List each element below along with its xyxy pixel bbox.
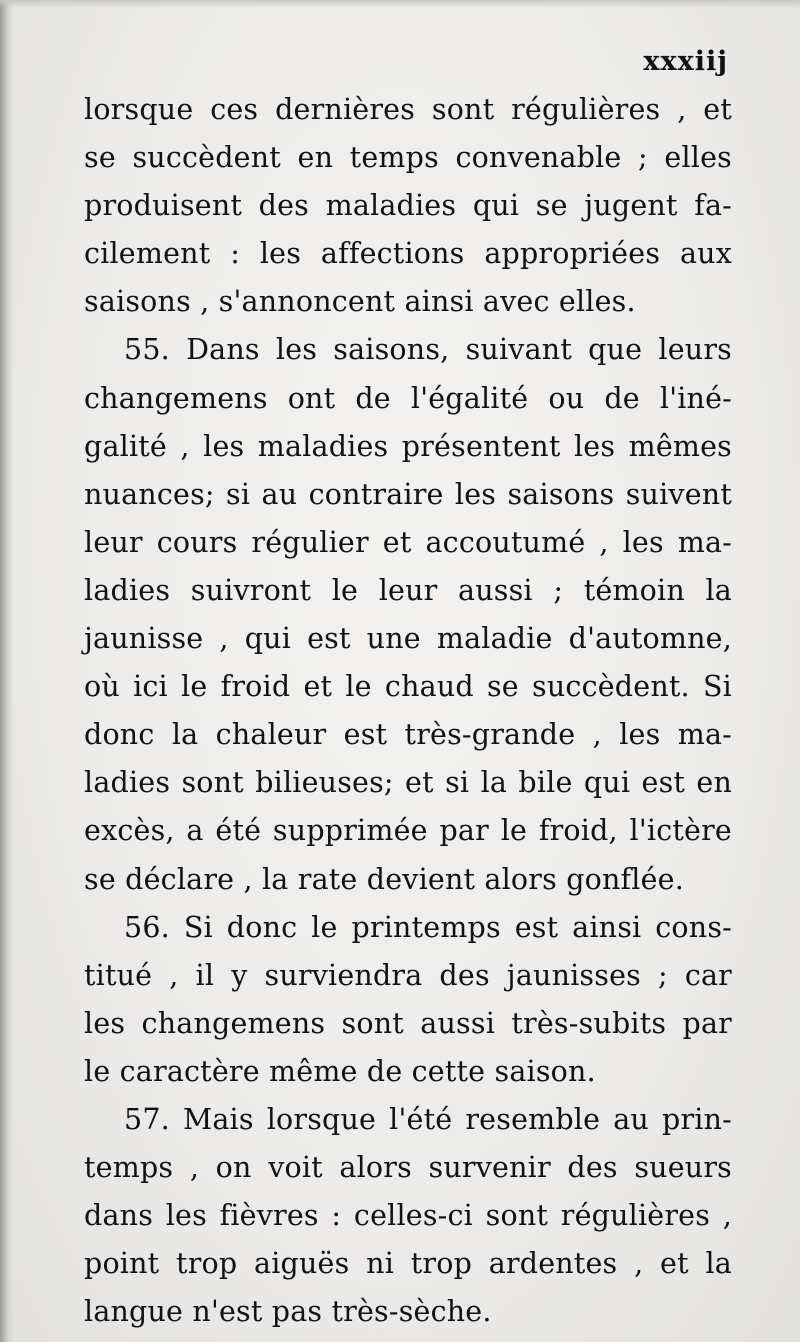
text-line: temps , on voit alors survenir des sueurs xyxy=(84,1151,732,1185)
page-number: xxxiij xyxy=(643,46,728,77)
text-line: donc la chaleur est très-grande , les ma- xyxy=(84,718,732,752)
text-line: ladies sont bilieuses; et si la bile qui est en xyxy=(84,766,732,800)
text-line: galité , les maladies présentent les mêmes xyxy=(84,429,732,463)
text-line: excès, a été supprimée par le froid, l'ictère xyxy=(84,814,732,848)
text-line: les changemens sont aussi très-subits par xyxy=(84,1006,732,1040)
text-line: nuances; si au contraire les saisons suivent xyxy=(84,477,732,511)
page-binding-shadow xyxy=(0,0,14,1342)
text-line: 57. Mais lorsque l'été resemble au prin- xyxy=(124,1102,732,1136)
text-line: cilement : les affections appropriées aux xyxy=(84,237,732,271)
text-line: 55. Dans les saisons, suivant que leurs xyxy=(124,333,732,367)
text-line: 56. Si donc le printemps est ainsi cons- xyxy=(124,910,732,944)
text-line: où ici le froid et le chaud se succèdent. Si xyxy=(84,670,732,704)
text-line: lorsque ces dernières sont régulières , et xyxy=(84,93,732,126)
text-line: langue n'est pas très-sèche. xyxy=(84,1295,492,1329)
text-line: point trop aiguës ni trop ardentes , et la xyxy=(84,1247,732,1281)
text-line: jaunisse , qui est une maladie d'automne, xyxy=(84,622,732,656)
text-line: leur cours régulier et accoutumé , les ma- xyxy=(84,525,732,559)
text-line: produisent des maladies qui se jugent fa- xyxy=(84,189,732,223)
text-line: le caractère même de cette saison. xyxy=(84,1054,596,1088)
text-line: changemens ont de l'égalité ou de l'iné- xyxy=(84,381,732,415)
text-line: se déclare , la rate devient alors gonflée. xyxy=(84,862,685,896)
text-line: se succèdent en temps convenable ; elles xyxy=(84,141,732,175)
page-top-shadow xyxy=(0,0,800,8)
text-line: ladies suivront le leur aussi ; témoin la xyxy=(84,573,732,607)
text-line: titué , il y surviendra des jaunisses ; car xyxy=(84,958,732,992)
text-line: saisons , s'annoncent ainsi avec elles. xyxy=(84,285,636,319)
body-text xyxy=(84,86,732,1336)
text-line: dans les fièvres : celles-ci sont régulières , xyxy=(84,1199,732,1233)
